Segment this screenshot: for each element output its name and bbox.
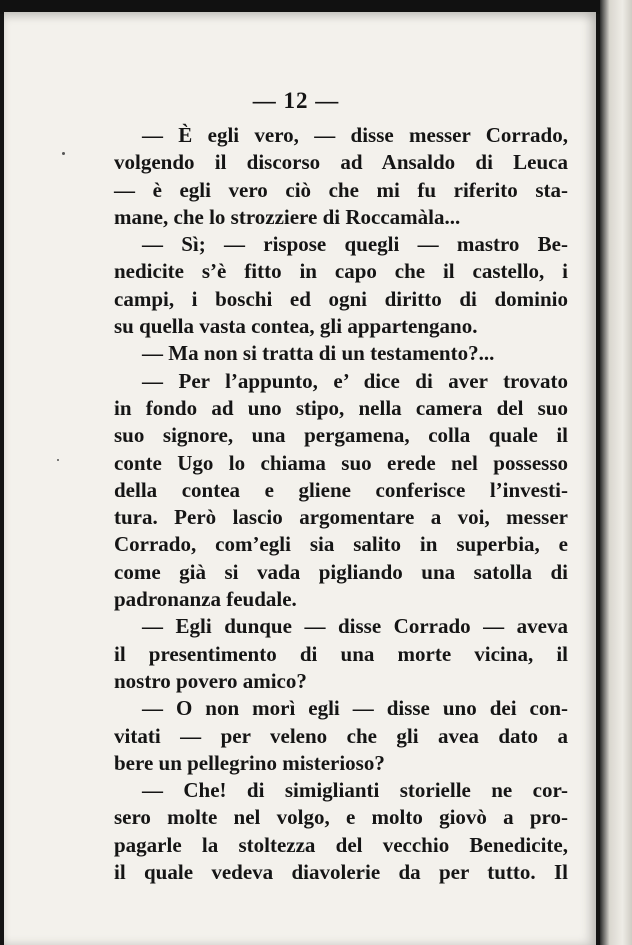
text-line: nedicite s’è fitto in capo che il castello, i — [114, 259, 568, 284]
text-line: — O non morì egli — disse uno dei con- — [142, 696, 568, 721]
text-line: — Per l’appunto, e’ dice di aver trovato — [142, 368, 568, 393]
text-line: conte Ugo lo chiama suo erede nel possesso — [114, 450, 568, 475]
text-line: — è egli vero ciò che mi fu riferito sta- — [114, 177, 568, 202]
text-line: nostro povero amico? — [114, 668, 307, 693]
text-line: suo signore, una pergamena, colla quale il — [114, 423, 568, 448]
text-line: — Sì; — rispose quegli — mastro Be- — [142, 232, 568, 257]
text-line: su quella vasta contea, gli appartengano. — [114, 314, 478, 339]
text-line: il quale vedeva diavolerie da per tutto. Il — [114, 860, 568, 885]
text-line: della contea e gliene conferisce l’investi- — [114, 477, 568, 502]
body-text — [114, 122, 568, 886]
text-line: — È egli vero, — disse messer Corrado, — [142, 123, 568, 147]
text-line: come già si vada pigliando una satolla di — [114, 559, 568, 584]
text-line: vitati — per veleno che gli avea dato a — [114, 723, 568, 748]
paper-speck — [57, 459, 59, 461]
text-line: — Che! di simiglianti storielle ne cor- — [142, 778, 568, 803]
text-line: bere un pellegrino misterioso? — [114, 750, 385, 775]
paper-speck — [62, 152, 65, 155]
text-line: Corrado, com’egli sia salito in superbia, e — [114, 532, 568, 557]
text-line: sero molte nel volgo, e molto giovò a pro- — [114, 805, 568, 830]
facing-page-edge — [600, 0, 632, 945]
text-line: padronanza feudale. — [114, 587, 297, 612]
text-line: volgendo il discorso ad Ansaldo di Leuca — [114, 150, 568, 175]
text-line: in fondo ad uno stipo, nella camera del suo — [114, 395, 568, 420]
text-line: mane, che lo strozziere di Roccamàla... — [114, 204, 461, 229]
text-line: — Ma non si tratta di un testamento?... — [142, 341, 495, 366]
text-line: tura. Però lascio argomentare a voi, messer — [114, 505, 568, 530]
text-line: pagarle la stoltezza del vecchio Benedicite, — [114, 832, 568, 857]
text-line: campi, i boschi ed ogni diritto di dominio — [114, 286, 568, 311]
text-line: — Egli dunque — disse Corrado — aveva — [142, 614, 568, 639]
text-line: il presentimento di una morte vicina, il — [114, 641, 568, 666]
page-number: — 12 — — [252, 88, 340, 113]
